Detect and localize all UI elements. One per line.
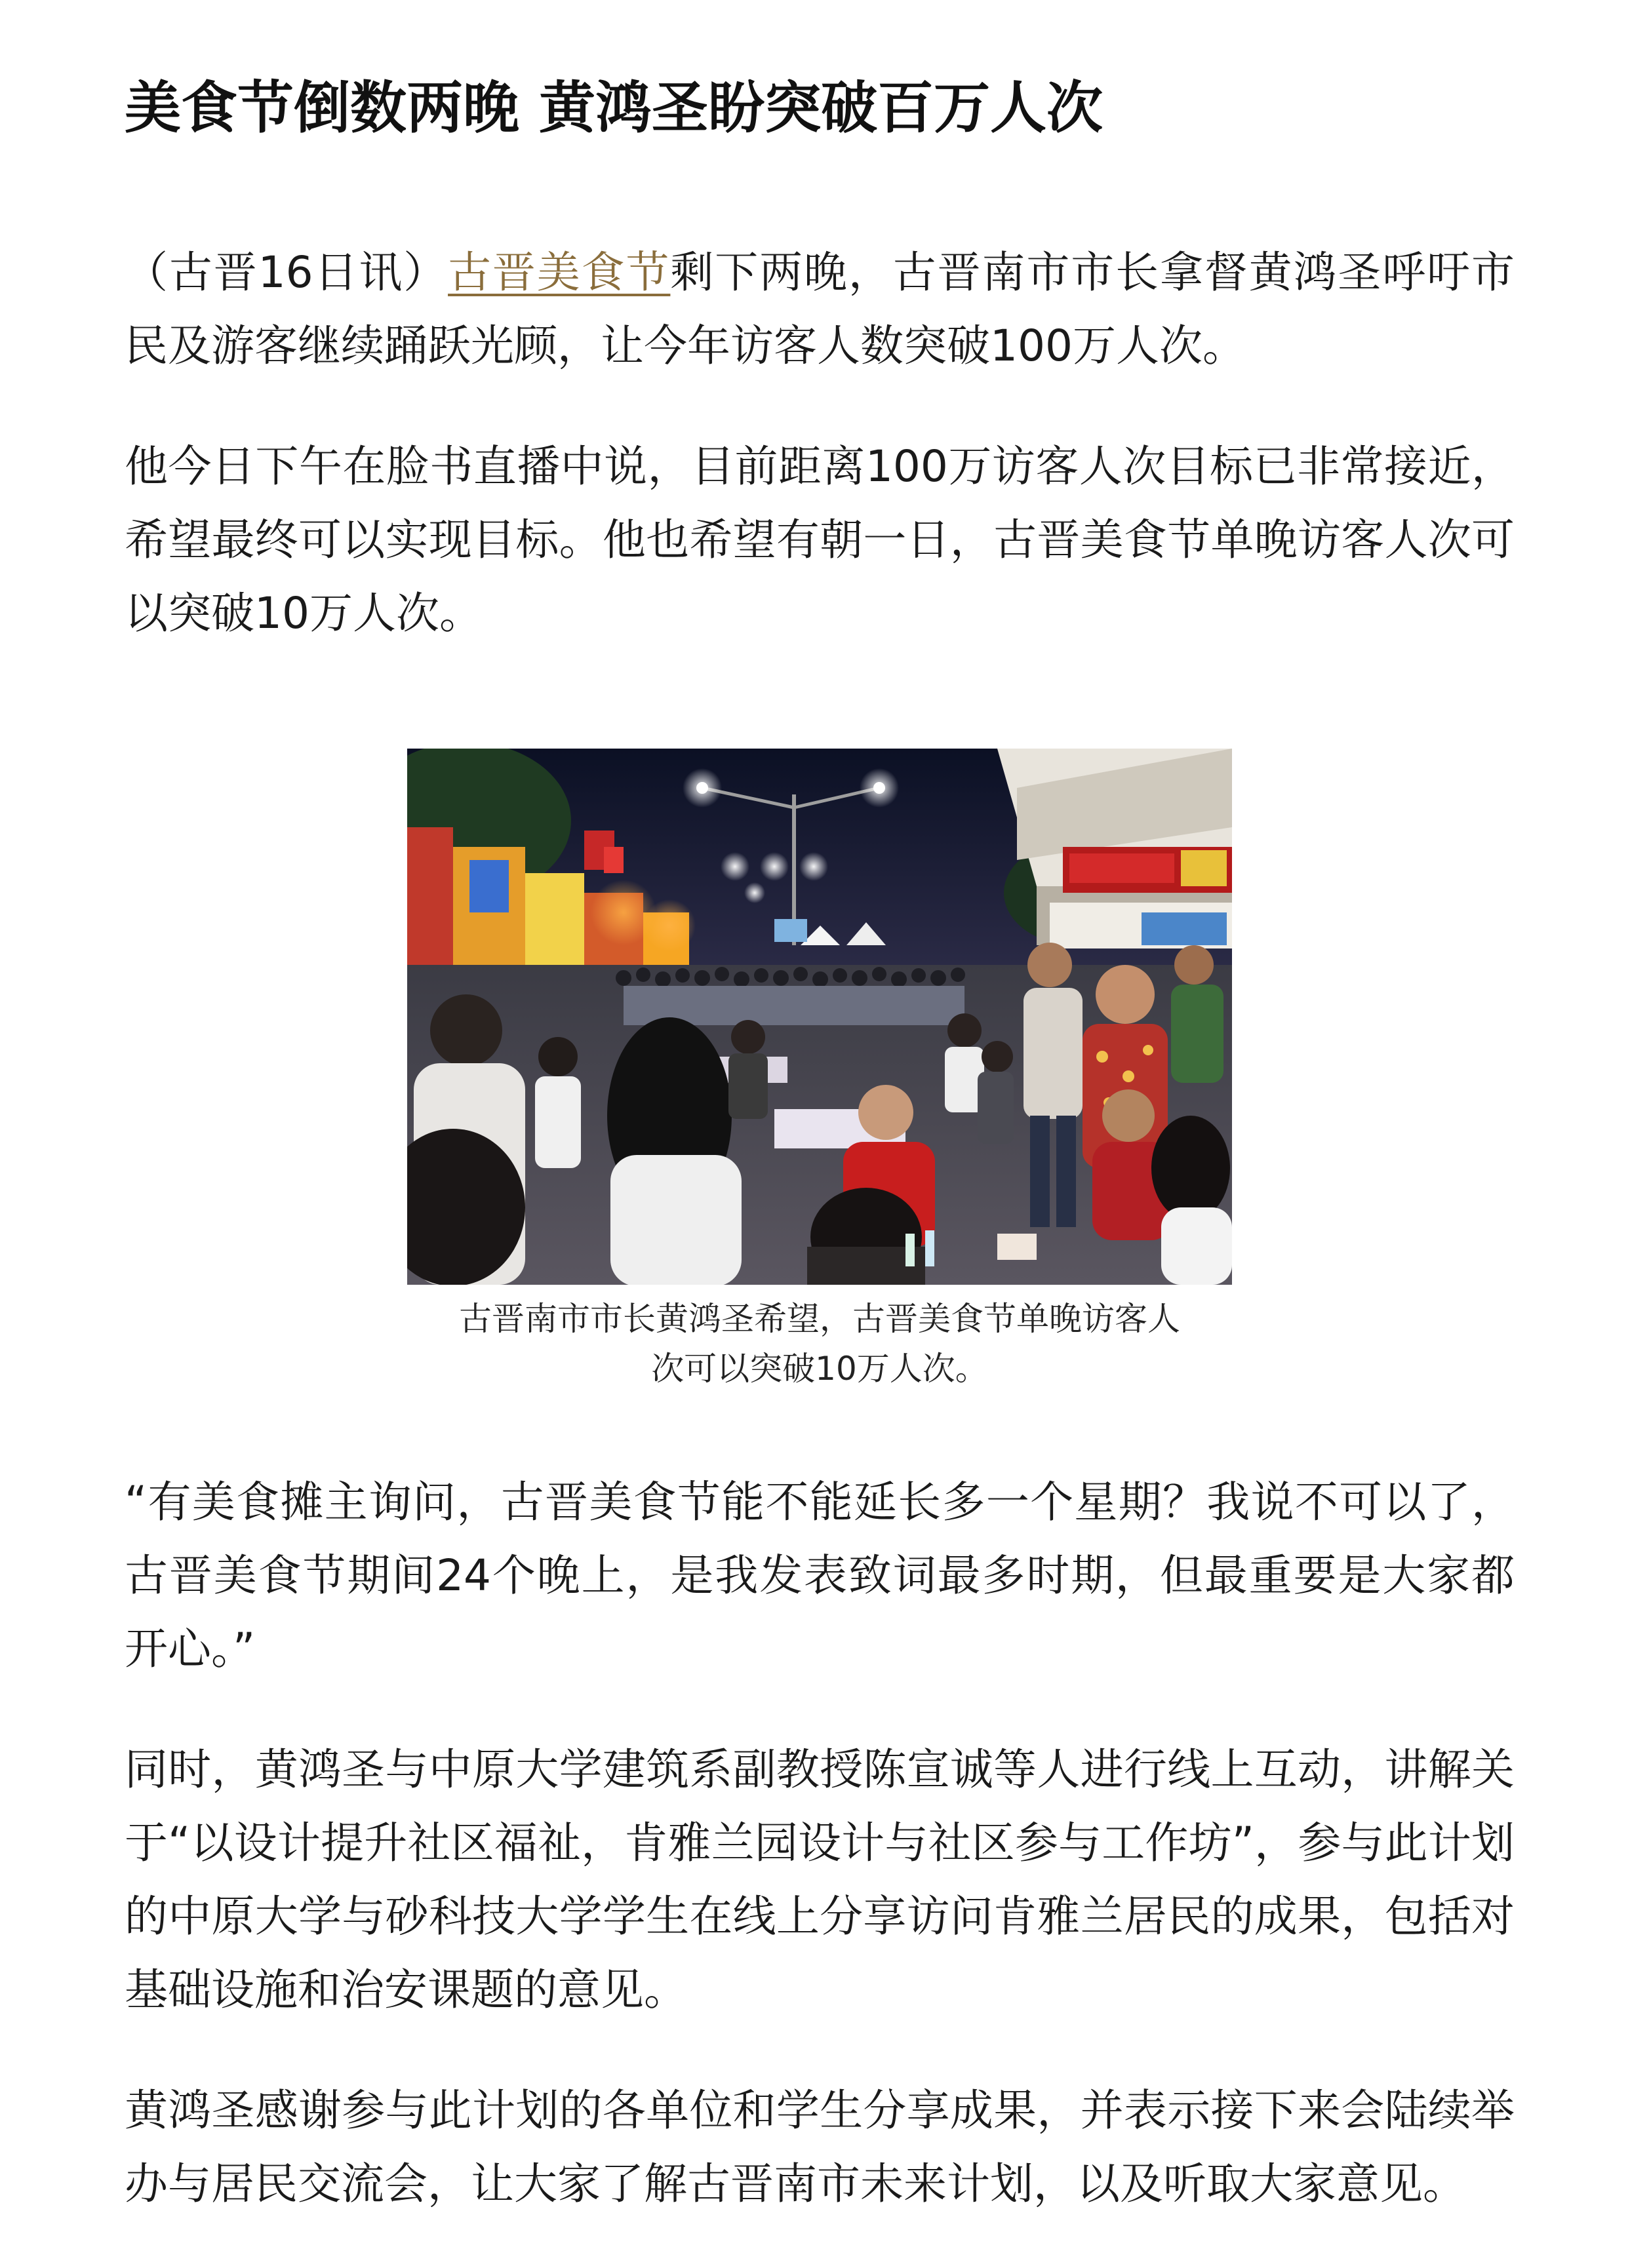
caption-line-1: 古晋南市市长黄鸿圣希望，古晋美食节单晚访客人 — [459, 1300, 1180, 1338]
article-title: 美食节倒数两晚 黄鸿圣盼突破百万人次 — [125, 75, 1103, 141]
paragraph-4: 同时，黄鸿圣与中原大学建筑系副教授陈宣诚等人进行线上互动，讲解关于“以设计提升社区福祉，肯雅兰园设计与社区参与工作坊”，参与此计划的中原大学与砂科技大学学生在线上分享访问肯雅兰居民的成果，包括对基础设施和治安课题的意见。 — [125, 1744, 1515, 2015]
night-market-photo — [407, 749, 1232, 1285]
paragraph-5: 黄鸿圣感谢参与此计划的各单位和学生分享成果，并表示接下来会陆续举办与居民交流会，让大家了解古晋南市未来计划，以及听取大家意见。 — [125, 2085, 1515, 2209]
caption-line-2: 次可以突破10万人次。 — [651, 1350, 988, 1388]
dateline: （古晋16日讯） — [125, 247, 448, 298]
food-festival-link[interactable]: 古晋美食节 — [448, 247, 671, 298]
article — [125, 72, 1515, 2268]
paragraph-1 — [125, 236, 1515, 383]
paragraph-3: “有美食摊主询问，古晋美食节能不能延长多一个星期？我说不可以了，古晋美食节期间24个晚上，是我发表致词最多时期，但最重要是大家都开心。” — [125, 1477, 1515, 1674]
news-figure — [407, 749, 1232, 1394]
paragraph-1-text: 剩下两晚，古晋南市市长拿督黄鸿圣呼吁市民及游客继续踊跃光顾，让今年访客人数突破100万人次。 — [125, 247, 1515, 371]
figure-caption — [388, 1294, 1252, 1394]
paragraph-2: 他今日下午在脸书直播中说，目前距离100万访客人次目标已非常接近，希望最终可以实现目标。他也希望有朝一日，古晋美食节单晚访客人次可以突破10万人次。 — [125, 441, 1515, 638]
